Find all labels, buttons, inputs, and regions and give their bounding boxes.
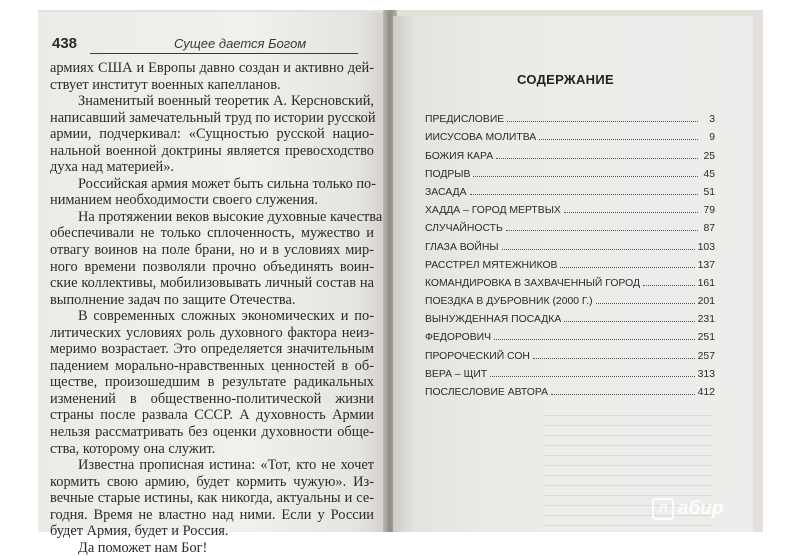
text-line: В современных сложных экономических и по- xyxy=(78,308,374,325)
text-line: отвагу воинов на поле брани, но и в условиях мир- xyxy=(50,242,374,259)
toc-entry-title: КОМАНДИРОВКА В ЗАХВАЧЕННЫЙ ГОРОД xyxy=(425,277,640,289)
text-line: ствует институт военных капелланов. xyxy=(50,76,281,93)
toc-entry xyxy=(425,271,715,289)
text-line: меримо возрастает. Это определяется значительным xyxy=(50,341,374,358)
text-line: будет Армия, будет и Россия. xyxy=(50,523,229,540)
toc-leader-dots xyxy=(564,212,698,213)
text-line: годня. Время не властно над ними. Если у России xyxy=(50,506,374,523)
toc-entry-title: БОЖИЯ КАРА xyxy=(425,150,494,162)
running-title: Сущее дается Богом xyxy=(174,36,307,51)
text-line: нельзя рассматривать без оценки духовности обще- xyxy=(50,424,374,441)
text-line: вечные старые истины, как никогда, актуальны и се- xyxy=(50,490,374,507)
toc-entry xyxy=(425,143,715,161)
header-rule xyxy=(90,53,358,54)
toc-leader-dots xyxy=(490,376,695,377)
toc-entry-title: ГЛАЗА ВОЙНЫ xyxy=(425,241,499,253)
toc-leader-dots xyxy=(533,358,695,359)
toc-entry-page: 103 xyxy=(697,241,715,253)
toc-entry-page: 25 xyxy=(703,150,715,162)
text-line: нальной военной доктрины является превосходство xyxy=(50,142,374,159)
text-line: ного времени позволяли прочно объединять воин- xyxy=(50,258,374,275)
body-text xyxy=(50,60,383,556)
text-line: ские коллективы, мобилизовывать личный состав на xyxy=(50,275,374,292)
toc-entry-page: 137 xyxy=(697,259,715,271)
toc-leader-dots xyxy=(539,139,698,140)
text-line: На протяжении веков высокие духовные качества xyxy=(78,208,383,225)
right-page xyxy=(393,16,753,532)
toc-entry xyxy=(425,362,715,380)
toc-entry-page: 9 xyxy=(709,132,715,144)
text-line: выполнение задач по защите Отечества. xyxy=(50,291,296,308)
text-line: духа над материей». xyxy=(50,159,174,176)
toc-leader-dots xyxy=(507,121,698,122)
toc-leader-dots xyxy=(473,176,698,177)
text-line: Известна прописная истина: «Тот, кто не хочет xyxy=(78,457,374,474)
toc-entry-title: ИИСУСОВА МОЛИТВА xyxy=(425,132,537,144)
toc-leader-dots xyxy=(496,158,698,159)
page-number: 438 xyxy=(52,35,78,52)
watermark-text: абир xyxy=(678,498,724,519)
toc-entry-title: ВЕРА – ЩИТ xyxy=(425,368,488,380)
toc-entry xyxy=(425,125,715,143)
text-line: страны после развала СССР. А духовность Армии xyxy=(50,407,374,424)
running-head xyxy=(52,35,372,55)
toc-entry xyxy=(425,253,715,271)
text-line: ства, которому она служит. xyxy=(50,440,216,457)
watermark-logo-icon: Л xyxy=(652,498,674,520)
toc-entry-page: 79 xyxy=(703,205,715,217)
toc-entry-page: 412 xyxy=(697,387,715,398)
toc-entry xyxy=(425,107,715,125)
toc-entry-title: ВЫНУЖДЕННАЯ ПОСАДКА xyxy=(425,314,562,326)
toc-entry-page: 257 xyxy=(697,350,715,362)
toc-leader-dots xyxy=(564,321,694,322)
toc-entry xyxy=(425,325,715,343)
text-line: Да поможет нам Бог! xyxy=(78,539,208,556)
table-of-contents xyxy=(425,107,715,398)
text-line: кормить свою армию, будет кормить чужую». Из- xyxy=(50,473,374,490)
text-line: армии, подчеркивал: «Сущностью русской нацио- xyxy=(50,126,374,143)
toc-leader-dots xyxy=(551,394,695,395)
toc-leader-dots xyxy=(560,267,694,268)
text-line: Знаменитый военный теоретик А. Керсновский, xyxy=(78,93,374,110)
toc-entry xyxy=(425,289,715,307)
toc-heading: СОДЕРЖАНИЕ xyxy=(517,72,614,87)
toc-entry xyxy=(425,380,715,398)
toc-entry xyxy=(425,198,715,216)
text-line: ниманием необходимости своего служения. xyxy=(50,192,318,209)
toc-entry xyxy=(425,162,715,180)
toc-entry xyxy=(425,180,715,198)
toc-entry-title: ФЕДОРОВИЧ xyxy=(425,332,492,344)
toc-entry-page: 87 xyxy=(703,223,715,235)
toc-leader-dots xyxy=(596,303,695,304)
text-line: падением морально-нравственных ценностей в об- xyxy=(50,357,374,374)
toc-leader-dots xyxy=(494,339,695,340)
toc-entry-title: ПОСЛЕСЛОВИЕ АВТОРА xyxy=(425,387,549,398)
text-line: армиях США и Европы давно создан и активно дей- xyxy=(50,60,374,76)
toc-leader-dots xyxy=(506,230,698,231)
toc-entry-page: 161 xyxy=(697,277,715,289)
text-line: ществе, произошедшим в результате радикальных xyxy=(50,374,374,391)
text-line: Российская армия может быть сильна только по- xyxy=(78,175,377,192)
toc-entry-page: 3 xyxy=(709,114,715,126)
toc-entry-title: ПРЕДИСЛОВИЕ xyxy=(425,114,505,126)
toc-entry xyxy=(425,234,715,252)
toc-entry-title: ЗАСАДА xyxy=(425,186,467,198)
toc-entry-page: 313 xyxy=(697,368,715,380)
toc-entry-page: 231 xyxy=(697,314,715,326)
toc-entry-title: ПОДРЫВ xyxy=(425,168,471,180)
toc-entry-title: ХАДДА – ГОРОД МЕРТВЫХ xyxy=(425,205,561,217)
toc-entry xyxy=(425,343,715,361)
toc-entry-page: 45 xyxy=(703,168,715,180)
toc-leader-dots xyxy=(470,194,699,195)
text-line: написавший замечательный труд по истории русской xyxy=(50,109,376,126)
toc-entry-title: РАССТРЕЛ МЯТЕЖНИКОВ xyxy=(425,259,558,271)
toc-entry-page: 51 xyxy=(703,186,715,198)
text-line: литических условиях роль духовного фактора неиз- xyxy=(50,324,374,341)
watermark xyxy=(652,498,764,520)
text-line: обеспечивали не только сплоченность, мужество и xyxy=(50,225,374,242)
text-line: изменений в общественно-политической жизни xyxy=(50,390,374,407)
toc-entry-page: 251 xyxy=(697,332,715,344)
toc-entry-title: СЛУЧАЙНОСТЬ xyxy=(425,223,503,235)
toc-entry xyxy=(425,307,715,325)
toc-leader-dots xyxy=(643,285,695,286)
toc-entry-title: ПОЕЗДКА В ДУБРОВНИК (2000 Г.) xyxy=(425,296,593,308)
toc-entry xyxy=(425,216,715,234)
toc-entry-title: ПРОРОЧЕСКИЙ СОН xyxy=(425,350,530,362)
toc-leader-dots xyxy=(502,249,695,250)
left-page xyxy=(38,12,386,556)
toc-entry-page: 201 xyxy=(697,296,715,308)
